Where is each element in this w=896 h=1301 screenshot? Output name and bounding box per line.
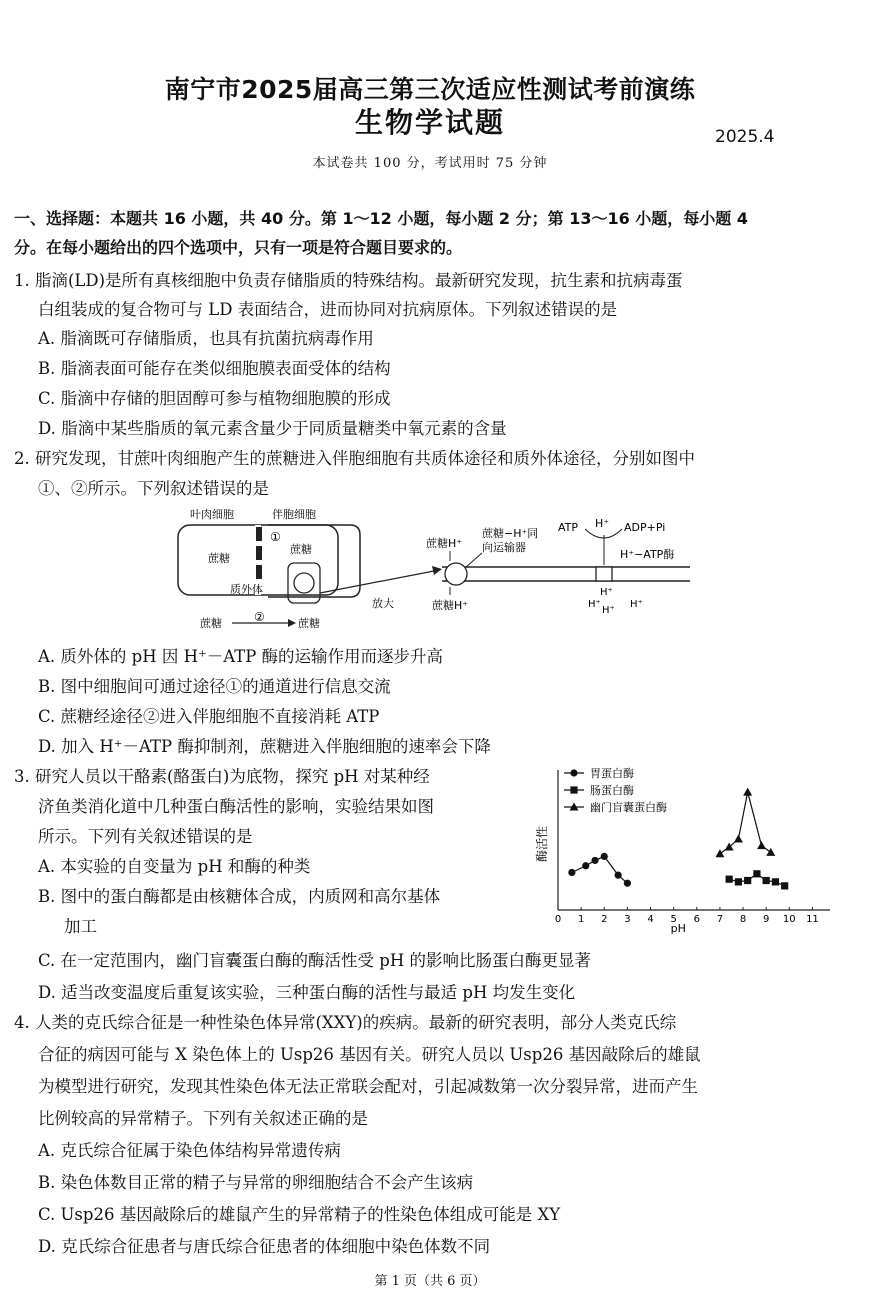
section-instruction-line2: 分。在每小题给出的四个选项中，只有一项是符合题目要求的。 bbox=[14, 238, 463, 257]
q1-option-a: A. 脂滴既可存储脂质，也具有抗菌抗病毒作用 bbox=[38, 329, 374, 348]
legend-marker-1 bbox=[570, 786, 577, 793]
cotransporter-icon bbox=[445, 563, 467, 585]
label-path1: ① bbox=[270, 530, 281, 544]
x-tick-label: 5 bbox=[670, 914, 677, 925]
enzyme-activity-chart bbox=[535, 764, 848, 935]
q3-stem-line3: 所示。下列有关叙述错误的是 bbox=[38, 827, 253, 846]
q3-option-b-line1: B. 图中的蛋白酶都是由核糖体合成，内质网和高尔基体 bbox=[38, 887, 441, 906]
series-1-point bbox=[763, 877, 770, 884]
x-tick-label: 1 bbox=[577, 914, 585, 925]
q1-stem-line1: 1. 脂滴(LD)是所有真核细胞中负责存储脂质的特殊结构。最新研究发现，抗生素和抗病毒蛋 bbox=[14, 271, 683, 290]
x-tick-label: 4 bbox=[647, 914, 654, 925]
q3-option-a: A. 本实验的自变量为 pH 和酶的种类 bbox=[38, 857, 311, 876]
series-line-0 bbox=[572, 856, 628, 883]
series-0-point bbox=[568, 869, 575, 876]
q3-option-b-line2: 加工 bbox=[64, 917, 97, 936]
q3-stem-line1: 3. 研究人员以干酪素(酪蛋白)为底物，探究 pH 对某种经 bbox=[14, 767, 430, 786]
q2-option-d: D. 加入 H⁺－ATP 酶抑制剂，蔗糖进入伴胞细胞的速率会下降 bbox=[38, 737, 491, 756]
q3-option-d: D. 适当改变温度后重复该实验，三种蛋白酶的活性与最适 pH 均发生变化 bbox=[38, 983, 576, 1002]
q3-option-c: C. 在一定范围内，幽门盲囊蛋白酶的酶活性受 pH 的影响比肠蛋白酶更显著 bbox=[38, 951, 591, 970]
q1-option-b: B. 脂滴表面可能存在类似细胞膜表面受体的结构 bbox=[38, 359, 391, 378]
label-apoplast: 质外体 bbox=[230, 583, 263, 596]
label-sucrose-bottom-left: 蔗糖 bbox=[200, 617, 222, 630]
label-h-2: H⁺ bbox=[588, 599, 601, 610]
q4-stem-line4: 比例较高的异常精子。下列有关叙述正确的是 bbox=[38, 1109, 368, 1128]
label-sucrose-bottom-right: 蔗糖 bbox=[298, 617, 320, 630]
q4-option-b: B. 染色体数目正常的精子与异常的卵细胞结合不会产生该病 bbox=[38, 1173, 474, 1192]
label-mesophyll: 叶肉细胞 bbox=[190, 508, 234, 521]
q4-option-a: A. 克氏综合征属于染色体结构异常遗传病 bbox=[38, 1141, 341, 1160]
exam-date: 2025.4 bbox=[715, 127, 775, 147]
series-2-point bbox=[734, 834, 743, 842]
section-instruction-line1: 一、选择题：本题共 16 小题，共 40 分。第 1～12 小题，每小题 2 分；第 13～16 小题，每小题 4 bbox=[14, 209, 749, 228]
series-0-point bbox=[624, 880, 631, 887]
exam-title: 南宁市2025届高三第三次适应性测试考前演练 bbox=[164, 75, 696, 104]
label-cotransporter-1: 蔗糖−H⁺同 bbox=[482, 527, 539, 540]
sucrose-transport-diagram bbox=[170, 505, 690, 637]
x-tick-label: 7 bbox=[716, 914, 724, 925]
q4-stem-line1: 4. 人类的克氏综合征是一种性染色体异常(XXY)的疾病。最新的研究表明，部分人类克氏综 bbox=[14, 1013, 677, 1032]
x-tick-label: 8 bbox=[739, 914, 747, 925]
q4-stem-line3: 为模型进行研究，发现其性染色体无法正常联会配对，引起减数第一次分裂异常，进而产生 bbox=[38, 1077, 698, 1096]
transporter-icon bbox=[294, 573, 314, 593]
q2-option-b: B. 图中细胞间可通过途径①的通道进行信息交流 bbox=[38, 677, 391, 696]
series-2-point bbox=[757, 841, 766, 849]
series-0-point bbox=[591, 857, 598, 864]
legend-label-0: 胃蛋白酶 bbox=[590, 767, 634, 780]
series-2-point bbox=[715, 849, 724, 857]
legend-marker-0 bbox=[570, 769, 577, 776]
x-tick-label: 3 bbox=[624, 914, 631, 925]
label-companion: 伴胞细胞 bbox=[272, 508, 316, 521]
q4-option-c: C. Usp26 基因敲除后的雄鼠产生的异常精子的性染色体组成可能是 XY bbox=[38, 1205, 561, 1224]
series-0-point bbox=[601, 853, 608, 860]
exam-note: 本试卷共 100 分，考试用时 75 分钟 bbox=[312, 156, 548, 171]
x-tick-label: 6 bbox=[693, 914, 700, 925]
label-suc-h-top: 蔗糖H⁺ bbox=[426, 537, 463, 550]
label-h-4: H⁺ bbox=[630, 599, 643, 610]
series-1-point bbox=[744, 877, 751, 884]
q2-option-a: A. 质外体的 pH 因 H⁺－ATP 酶的运输作用而逐步升高 bbox=[38, 647, 444, 666]
label-path2: ② bbox=[254, 610, 265, 624]
series-0-point bbox=[615, 872, 622, 879]
x-tick-label: 2 bbox=[601, 914, 608, 925]
x-tick-label: 10 bbox=[782, 914, 796, 925]
page-footer: 第 1 页（共 6 页） bbox=[374, 1274, 486, 1289]
atpase-icon bbox=[596, 567, 612, 581]
label-atpase: H⁺−ATP酶 bbox=[620, 548, 675, 561]
label-h-top: H⁺ bbox=[595, 517, 610, 530]
series-1-point bbox=[726, 876, 733, 883]
label-sucrose-left: 蔗糖 bbox=[208, 552, 230, 565]
q2-option-c: C. 蔗糖经途径②进入伴胞细胞不直接消耗 ATP bbox=[38, 707, 380, 726]
exam-subject: 生物学试题 bbox=[354, 106, 505, 139]
x-tick-label: 9 bbox=[762, 914, 770, 925]
series-0-point bbox=[582, 862, 589, 869]
x-tick-label: 0 bbox=[554, 914, 562, 925]
q4-stem-line2: 合征的病因可能与 X 染色体上的 Usp26 基因有关。研究人员以 Usp26 基因敲除后的雄鼠 bbox=[38, 1045, 701, 1064]
label-sucrose-right: 蔗糖 bbox=[290, 543, 312, 556]
legend-label-2: 幽门盲囊蛋白酶 bbox=[590, 801, 667, 814]
label-suc-h-bottom: 蔗糖H⁺ bbox=[432, 599, 469, 612]
chart-ylabel: 酶活性 bbox=[535, 825, 549, 863]
label-h-1: H⁺ bbox=[600, 587, 613, 598]
label-cotransporter-2: 向运输器 bbox=[482, 541, 526, 554]
series-1-point bbox=[772, 878, 779, 885]
q1-option-d: D. 脂滴中某些脂质的氧元素含量少于同质量糖类中氧元素的含量 bbox=[38, 419, 507, 438]
q2-stem-line2: ①、②所示。下列叙述错误的是 bbox=[38, 479, 269, 498]
series-2-point bbox=[766, 848, 775, 856]
label-adp: ADP+Pi bbox=[624, 521, 666, 534]
label-h-3: H⁺ bbox=[602, 605, 615, 616]
label-enlarge: 放大 bbox=[372, 597, 394, 610]
q4-option-d: D. 克氏综合征患者与唐氏综合征患者的体细胞中染色体数不同 bbox=[38, 1237, 491, 1256]
legend-label-1: 肠蛋白酶 bbox=[590, 784, 634, 797]
chart-legend bbox=[564, 766, 667, 814]
q1-stem-line2: 白组装成的复合物可与 LD 表面结合，进而协同对抗病原体。下列叙述错误的是 bbox=[38, 300, 618, 319]
enlarge-arrow bbox=[320, 571, 434, 593]
series-1-point bbox=[753, 870, 760, 877]
q3-stem-line2: 济鱼类消化道中几种蛋白酶活性的影响，实验结果如图 bbox=[38, 797, 434, 816]
chart-xlabel: pH bbox=[670, 922, 686, 935]
series-2-point bbox=[743, 788, 752, 796]
series-1-point bbox=[735, 878, 742, 885]
x-tick-label: 11 bbox=[806, 914, 819, 925]
q1-option-c: C. 脂滴中存储的胆固醇可参与植物细胞膜的形成 bbox=[38, 389, 391, 408]
label-atp: ATP bbox=[558, 521, 579, 534]
series-1-point bbox=[781, 882, 788, 889]
q2-stem-line1: 2. 研究发现，甘蔗叶肉细胞产生的蔗糖进入伴胞细胞有共质体途径和质外体途径，分别如图中 bbox=[14, 449, 695, 468]
